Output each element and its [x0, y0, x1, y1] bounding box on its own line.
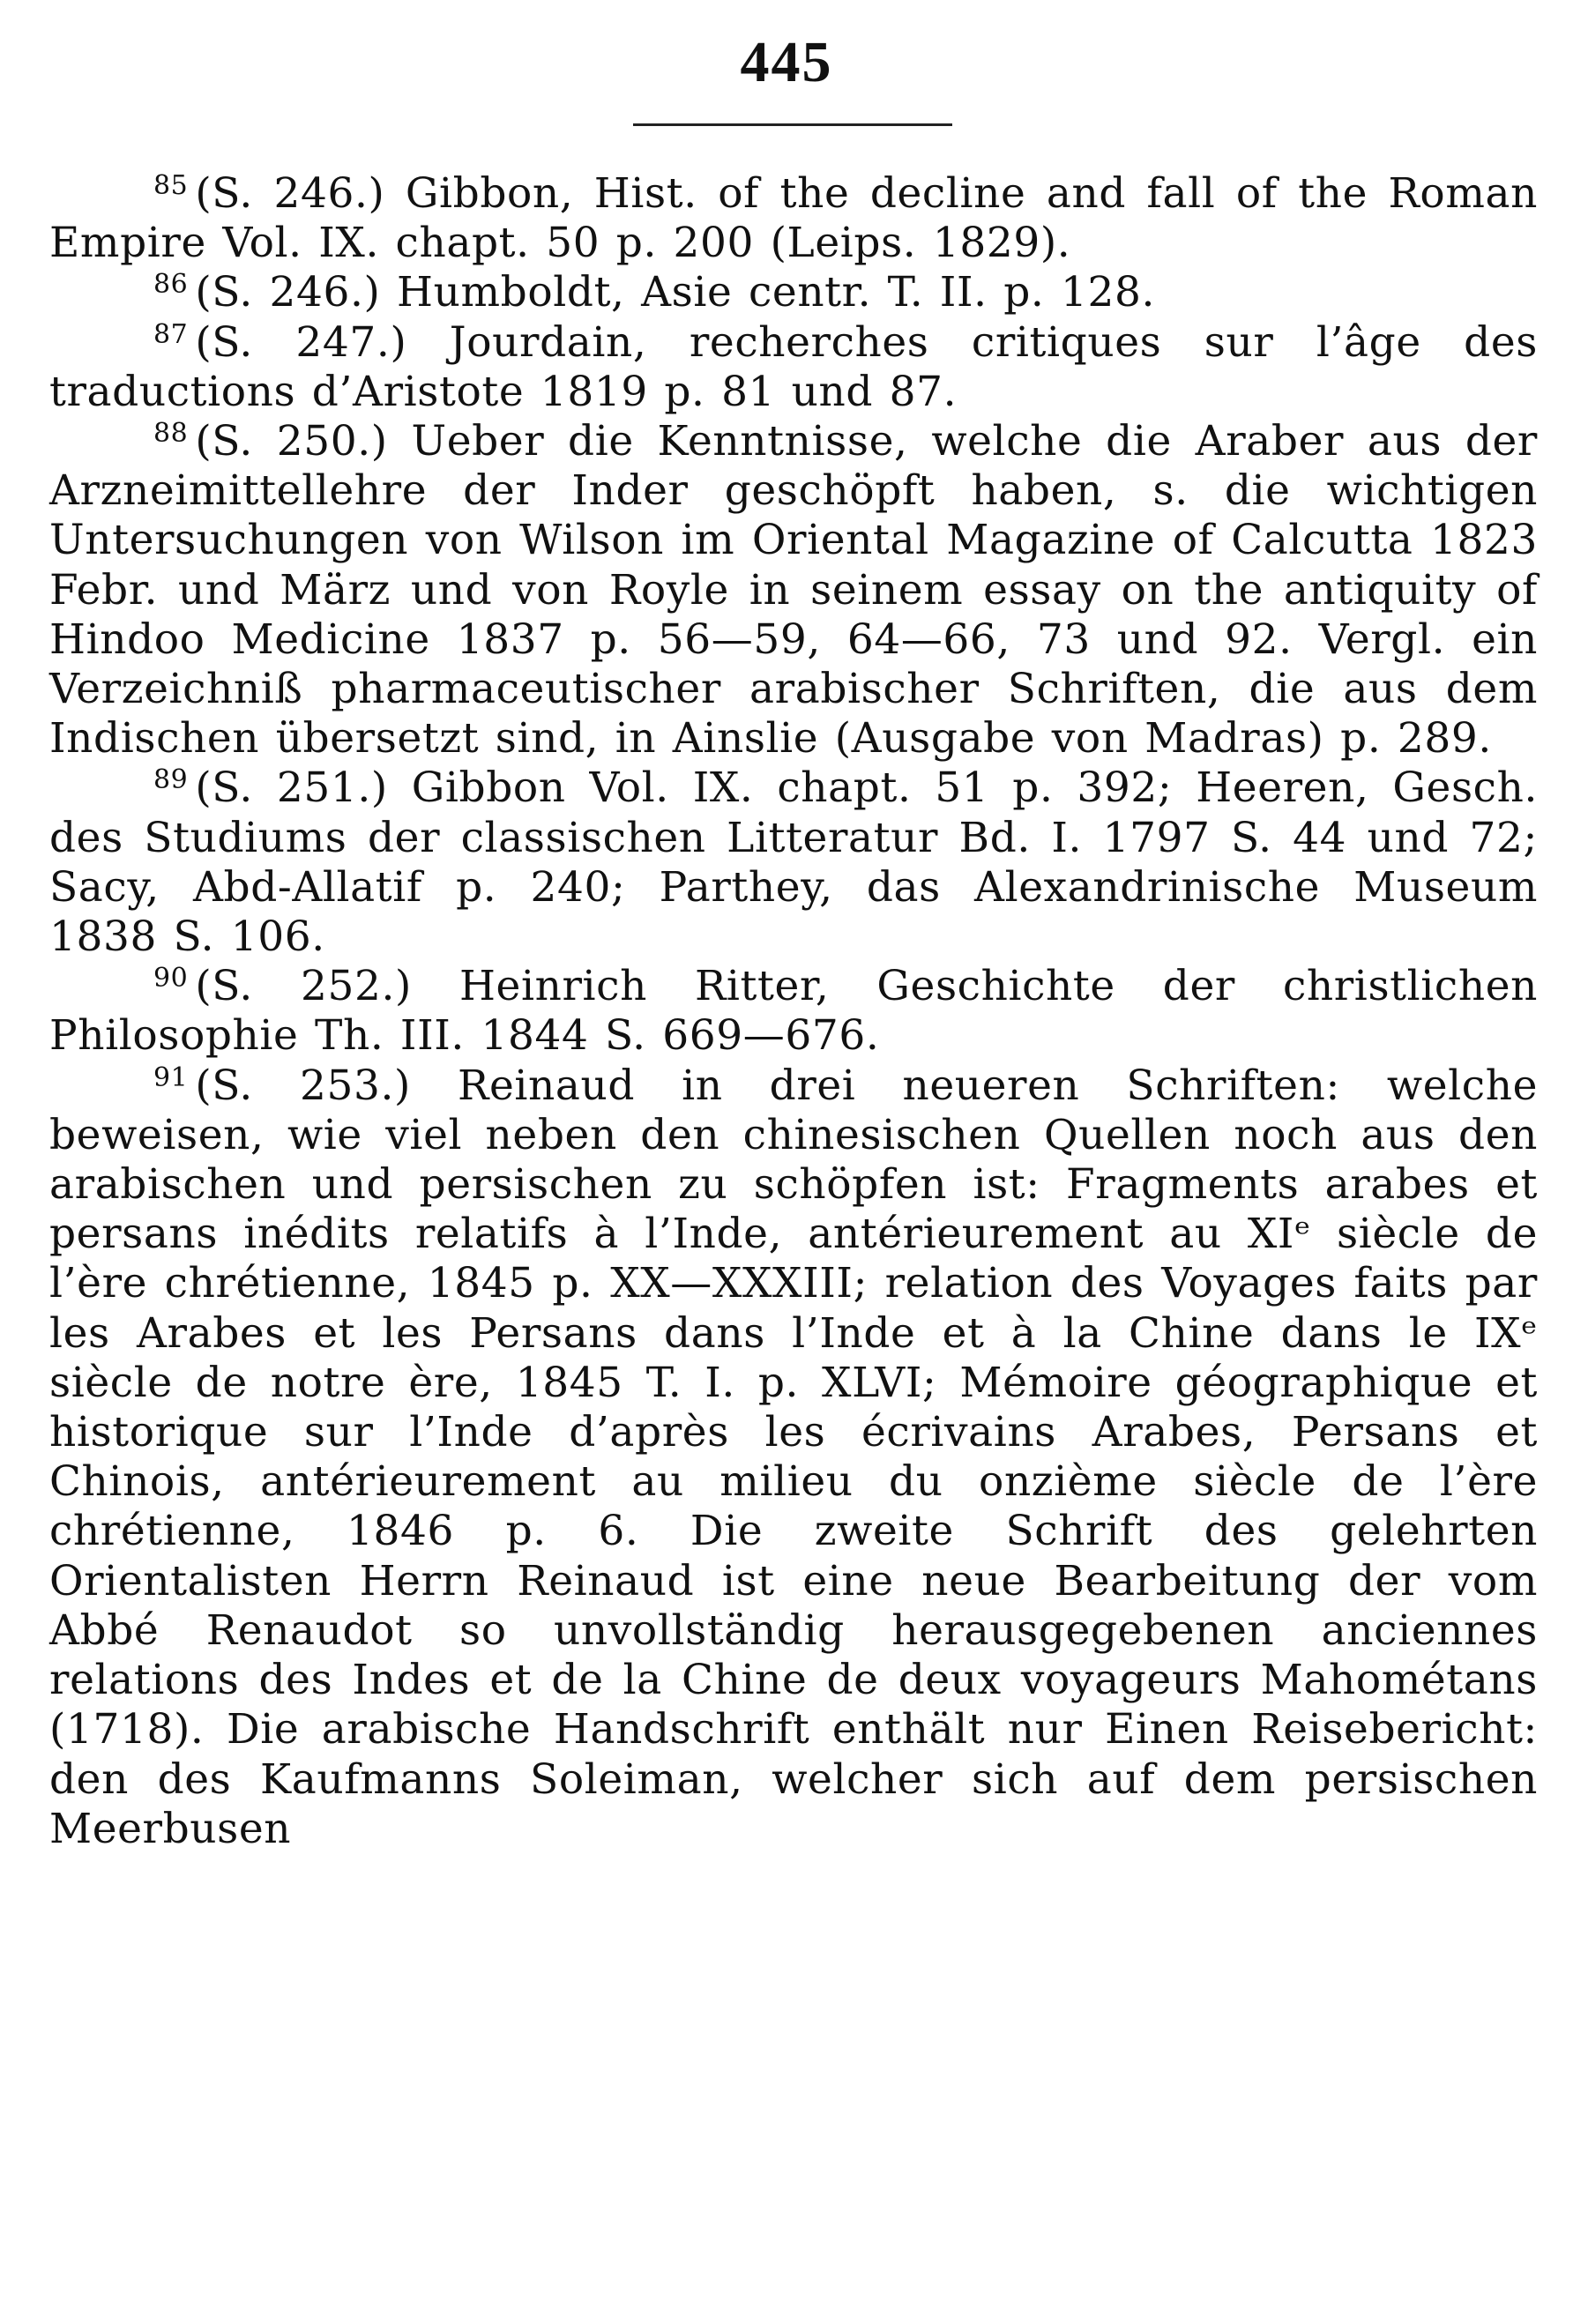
endnotes [49, 169, 1538, 1854]
endnote-number: 89 [153, 764, 189, 796]
endnote-text: (S. 247.) Jourdain, recherches critiques sur l’âge des traductions d’Aristote 1819 p. 81 und 87. [49, 317, 1538, 416]
endnote-number: 91 [153, 1061, 189, 1093]
endnote-text: (S. 246.) Humboldt, Asie centr. T. II. p. 128. [195, 268, 1156, 317]
endnote-text: (S. 252.) Heinrich Ritter, Geschichte der christlichen Philosophie Th. III. 1844 S. 669—676. [49, 962, 1538, 1061]
endnote-number: 85 [153, 170, 189, 201]
endnote-text: (S. 246.) Gibbon, Hist. of the decline and fall of the Roman Empire Vol. IX. chapt. 50 p. 200 (Leips. 1829). [49, 169, 1538, 268]
page-number: 445 [740, 30, 833, 94]
endnote-87 [49, 318, 1538, 417]
endnote-text: (S. 251.) Gibbon Vol. IX. chapt. 51 p. 392; Heeren, Gesch. des Studiums der classischen Litteratur Bd. I. 1797 S. 44 und 72; Sacy, Abd-Allatif p. 240; Parthey, das Alexandrinische Museum 1838 S. 106. [49, 763, 1538, 962]
endnote-89 [49, 763, 1538, 962]
endnote-number: 90 [153, 963, 189, 994]
endnote-text: (S. 250.) Ueber die Kenntnisse, welche die Araber aus der Arzneimittellehre der Inder geschöpft haben, s. die wichtigen Untersuchungen von Wilson im Oriental Magazine of Calcutta 1823 Febr. und März und von Royle in seinem essay on the antiquity of Hindoo Medicine 1837 p. 56—59, 64—66, 73 und 92. Vergl. ein Verzeichniß pharmaceutischer arabischer Schriften, die aus dem Indischen übersetzt sind, in Ainslie (Ausgabe von Madras) p. 289. [49, 417, 1538, 763]
endnote-88 [49, 417, 1538, 763]
endnote-number: 88 [153, 418, 189, 450]
endnote-number: 87 [153, 318, 189, 350]
header-rule [633, 123, 952, 126]
endnote-90 [49, 962, 1538, 1061]
endnote-86 [49, 268, 1538, 317]
endnote-text: (S. 253.) Reinaud in drei neueren Schriften: welche beweisen, wie viel neben den chinesischen Quellen noch aus den arabischen und persischen zu schöpfen ist: Fragments arabes et persans inédits relatifs à l’Inde, antérieurement au XIᵉ siècle de l’ère chrétienne, 1845 p. XX—XXXIII; relation des Voyages faits par les Arabes et les Persans dans l’Inde et à la Chine dans le IXᵉ siècle de notre ère, 1845 T. I. p. XLVI; Mémoire géographique et historique sur l’Inde d’après les écrivains Arabes, Persans et Chinois, antérieurement au milieu du onzième siècle de l’ère chrétienne, 1846 p. 6. Die zweite Schrift des gelehrten Orientalisten Herrn Reinaud ist eine neue Bearbeitung der vom Abbé Renaudot so unvollständig herausgegebenen anciennes relations des Indes et de la Chine de deux voyageurs Mahométans (1718). Die arabische Handschrift enthält nur Einen Reisebericht: den des Kaufmanns Soleiman, welcher sich auf dem persischen Meerbusen [49, 1061, 1538, 1853]
endnote-91 [49, 1061, 1538, 1854]
endnote-number: 86 [153, 269, 189, 301]
endnote-85 [49, 169, 1538, 268]
